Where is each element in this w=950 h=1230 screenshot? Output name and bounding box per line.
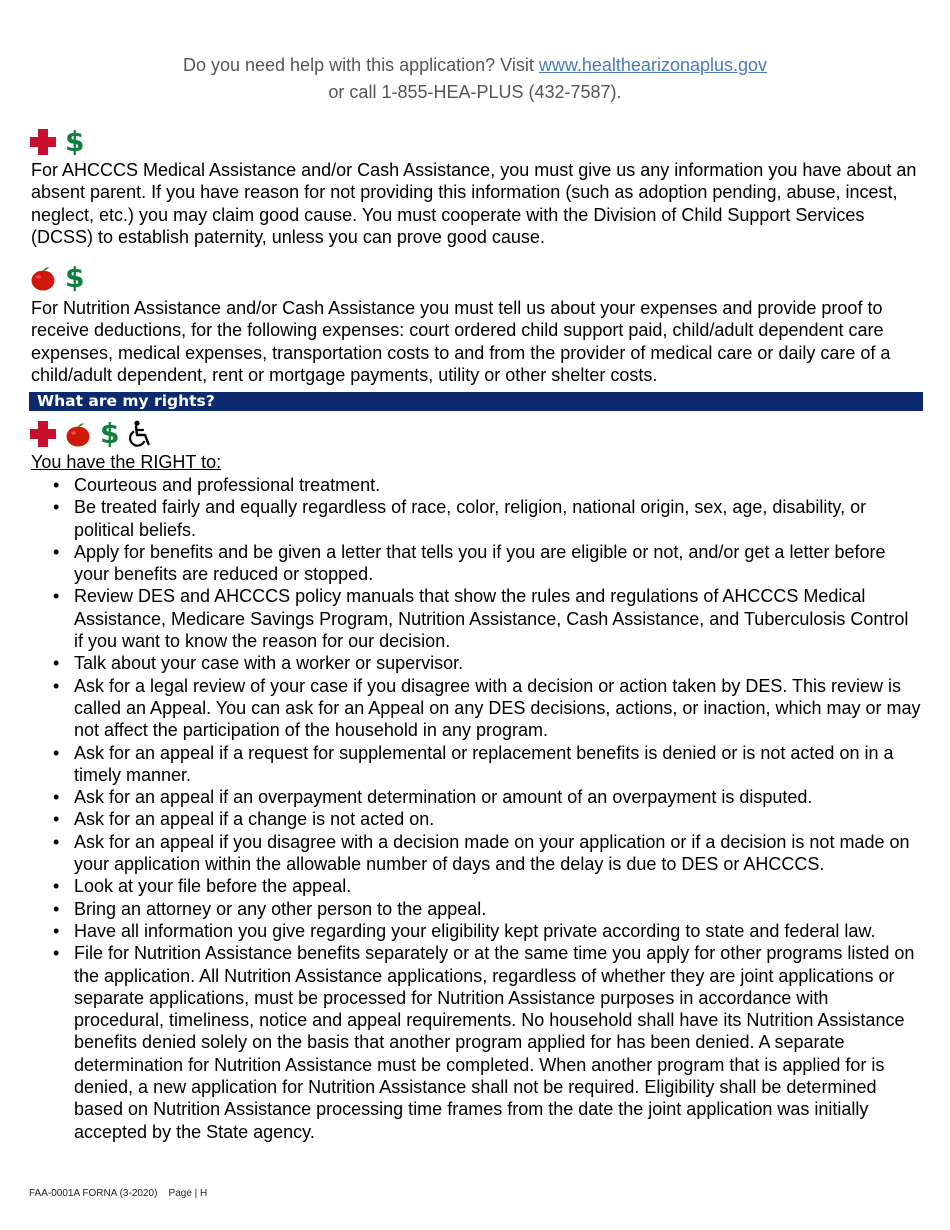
list-item: • Ask for an appeal if a request for supplemental or replacement benefits is denied or is not acted on in a timely manner. — [0, 742, 950, 787]
list-item: • Have all information you give regarding your eligibility kept private according to state and federal law. — [0, 920, 950, 942]
list-item: • Look at your file before the appeal. — [0, 875, 950, 897]
list-item: • Talk about your case with a worker or supervisor. — [0, 652, 950, 674]
program-icons-medical-cash — [30, 127, 84, 157]
list-item: • Be treated fairly and equally regardless of race, color, religion, national origin, sex, age, disability, or political beliefs. — [0, 496, 950, 541]
expenses-paragraph: For Nutrition Assistance and/or Cash Assistance you must tell us about your expenses and provide proof to receive deductions, for the following expenses: court ordered child support paid, child/adult dependent care expenses, medical expenses, transportation costs to and from the provider of medical care or daily care of a child/adult dependent, rent or mortgage payments, utility or other shelter costs. — [31, 298, 891, 385]
program-icons-nutrition-cash — [30, 263, 84, 293]
absent-parent-paragraph: For AHCCCS Medical Assistance and/or Cash Assistance, you must give us any information you have about an absent parent. If you have reason for not providing this information (such as adoption pending, abuse, incest, neglect, etc.) you may claim good cause. You must cooperate with the Division of Child Support Services (DCSS) to establish paternity, unless you can prove good cause. — [31, 160, 917, 247]
rights-section-header: What are my rights? — [29, 392, 923, 411]
list-item: • Bring an attorney or any other person to the appeal. — [0, 898, 950, 920]
apple-icon — [30, 265, 56, 291]
medical-cross-icon — [30, 129, 56, 155]
help-line-1 — [0, 52, 950, 79]
program-icons-all — [30, 419, 154, 449]
list-item: • Courteous and professional treatment. — [0, 474, 950, 496]
help-website-link[interactable]: www.healthearizonaplus.gov — [538, 55, 768, 75]
list-item: • Ask for a legal review of your case if you disagree with a decision or action taken by DES. This review is called an Appeal. You can ask for an Appeal on any DES decisions, actions, or inaction, which may or may not affect the participation of the household in any program. — [0, 675, 950, 742]
rights-intro: You have the RIGHT to: — [31, 452, 222, 472]
help-banner — [0, 52, 950, 106]
list-item: • Ask for an appeal if an overpayment determination or amount of an overpayment is disputed. — [0, 786, 950, 808]
wheelchair-icon — [128, 420, 154, 448]
help-text: Do you need help with this application? Visit — [182, 55, 534, 75]
form-id: FAA-0001A FORNA (3-2020) — [29, 1188, 158, 1199]
rights-list — [0, 474, 950, 1143]
list-item: • Ask for an appeal if you disagree with a decision made on your application or if a decision is not made on your application within the allowable number of days and the delay is due to DES or AHCCCS. — [0, 831, 950, 876]
list-item: • Review DES and AHCCCS policy manuals that show the rules and regulations of AHCCCS Medical Assistance, Medicare Savings Program, Nutrition Assistance, Cash Assistance, and Tuberculosis Control if you want to know the reason for our decision. — [0, 585, 950, 652]
list-item: • Apply for benefits and be given a letter that tells you if you are eligible or not, and/or get a letter before your benefits are reduced or stopped. — [0, 541, 950, 586]
help-phone-line: or call 1-855-HEA-PLUS (432-7587). — [328, 82, 622, 102]
dollar-icon: $ — [65, 125, 85, 158]
apple-icon — [65, 421, 91, 447]
dollar-icon: $ — [65, 261, 85, 294]
page-footer — [29, 1188, 207, 1199]
list-item: • File for Nutrition Assistance benefits separately or at the same time you apply for other programs listed on the application. All Nutrition Assistance applications, regardless of whether they are joint applications or separate applications, must be processed for Nutrition Assistance purposes in accordance with procedural, timeliness, notice and appeal requirements. No household shall have its Nutrition Assistance benefits denied solely on the basis that another program applied for has been denied. A separate determination for Nutrition Assistance must be completed. When another program that is applied for is denied, a new application for Nutrition Assistance shall not be required. Eligibility shall be determined based on Nutrition Assistance processing time frames from the date the joint application was initially accepted by the State agency. — [0, 942, 950, 1143]
list-item: • Ask for an appeal if a change is not acted on. — [0, 808, 950, 830]
page-number: Page | H — [168, 1188, 208, 1199]
dollar-icon: $ — [100, 417, 120, 450]
medical-cross-icon — [30, 421, 56, 447]
